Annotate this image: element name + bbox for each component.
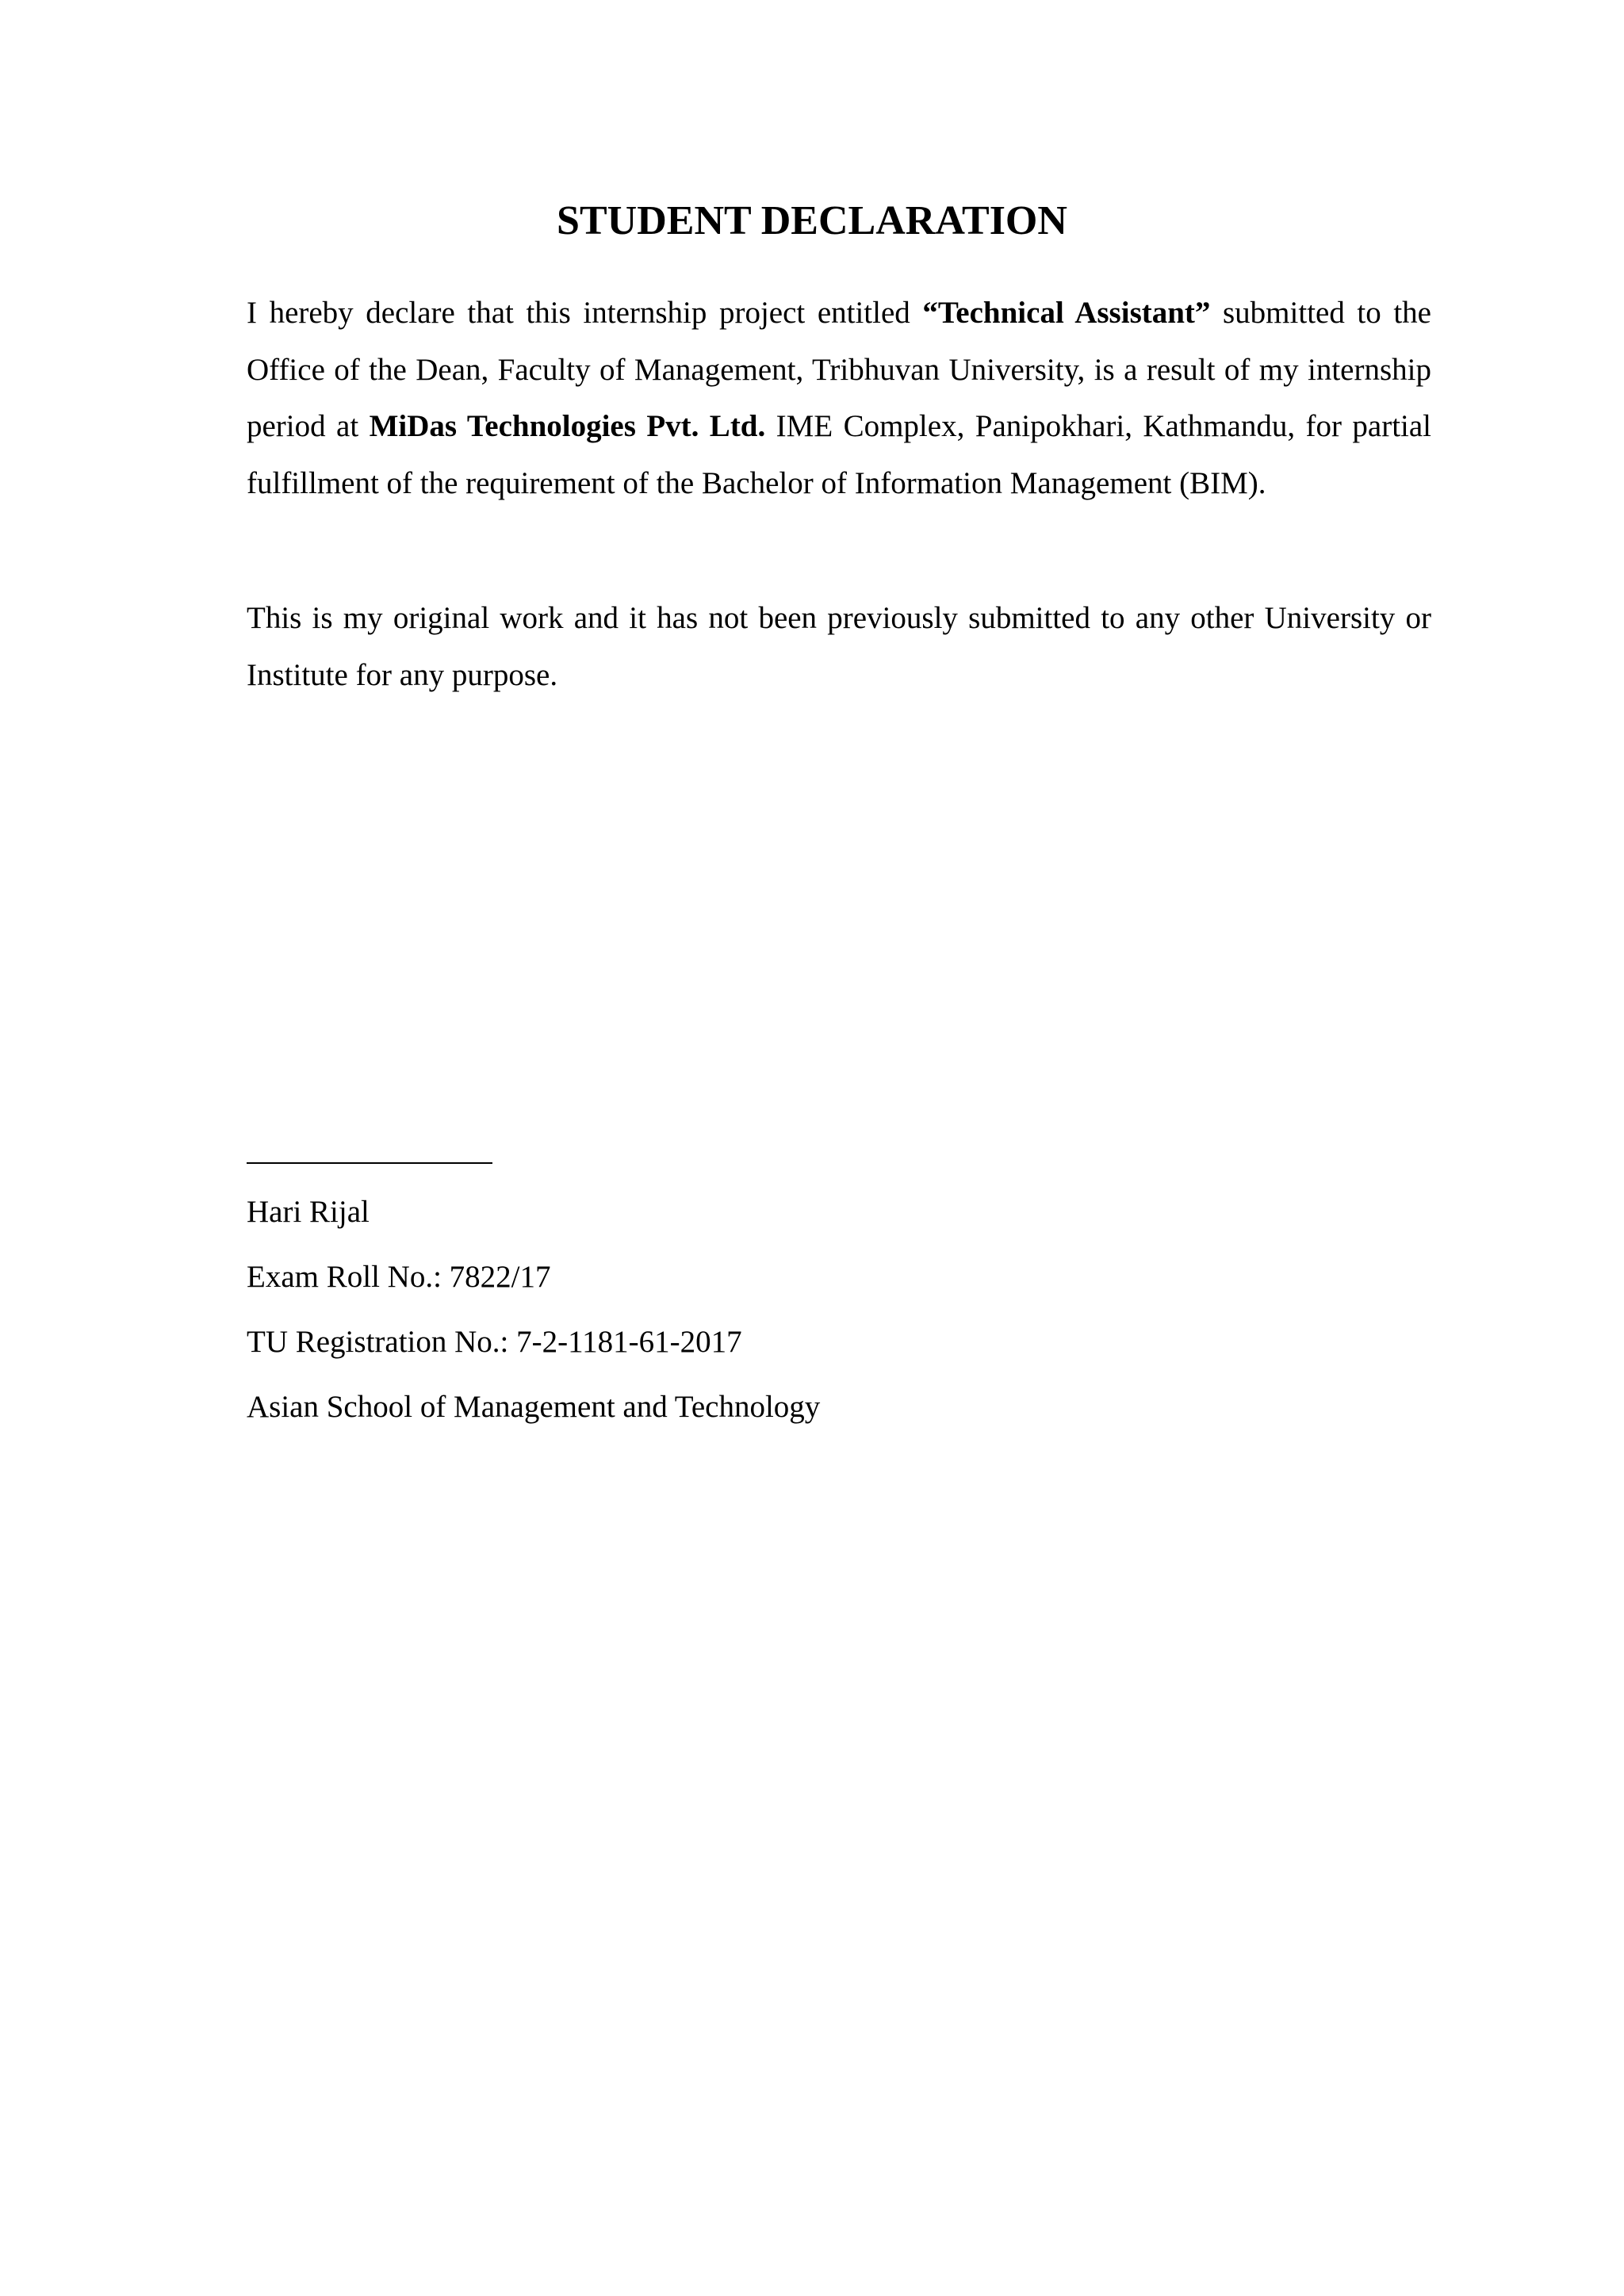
declaration-text-part1: I hereby declare that this internship project entitled [247, 296, 923, 330]
page-title: STUDENT DECLARATION [557, 198, 1067, 243]
declaration-text-part3: IME Complex, Panipokhari, Kathmandu, for partial fulfillment of the requirement of the Bachelor of Information Management (BIM). [247, 409, 1432, 500]
institution-name: Asian School of Management and Technology [247, 1390, 821, 1424]
project-title: “Technical Assistant” [922, 296, 1211, 330]
declaration-paragraph [247, 285, 1431, 511]
declaration-text-part2: submitted to the Office of the Dean, Faculty of Management, Tribhuvan University, is a result of my internship period at [247, 296, 1431, 443]
tu-registration-number: TU Registration No.: 7-2-1181-61-2017 [247, 1325, 742, 1359]
signature-line [247, 1162, 492, 1164]
company-name: MiDas Technologies Pvt. Ltd. [369, 409, 766, 443]
originality-paragraph: This is my original work and it has not been previously submitted to any other University or Institute for any purpose. [247, 601, 1431, 692]
student-name: Hari Rijal [247, 1195, 370, 1229]
exam-roll-number: Exam Roll No.: 7822/17 [247, 1260, 551, 1294]
